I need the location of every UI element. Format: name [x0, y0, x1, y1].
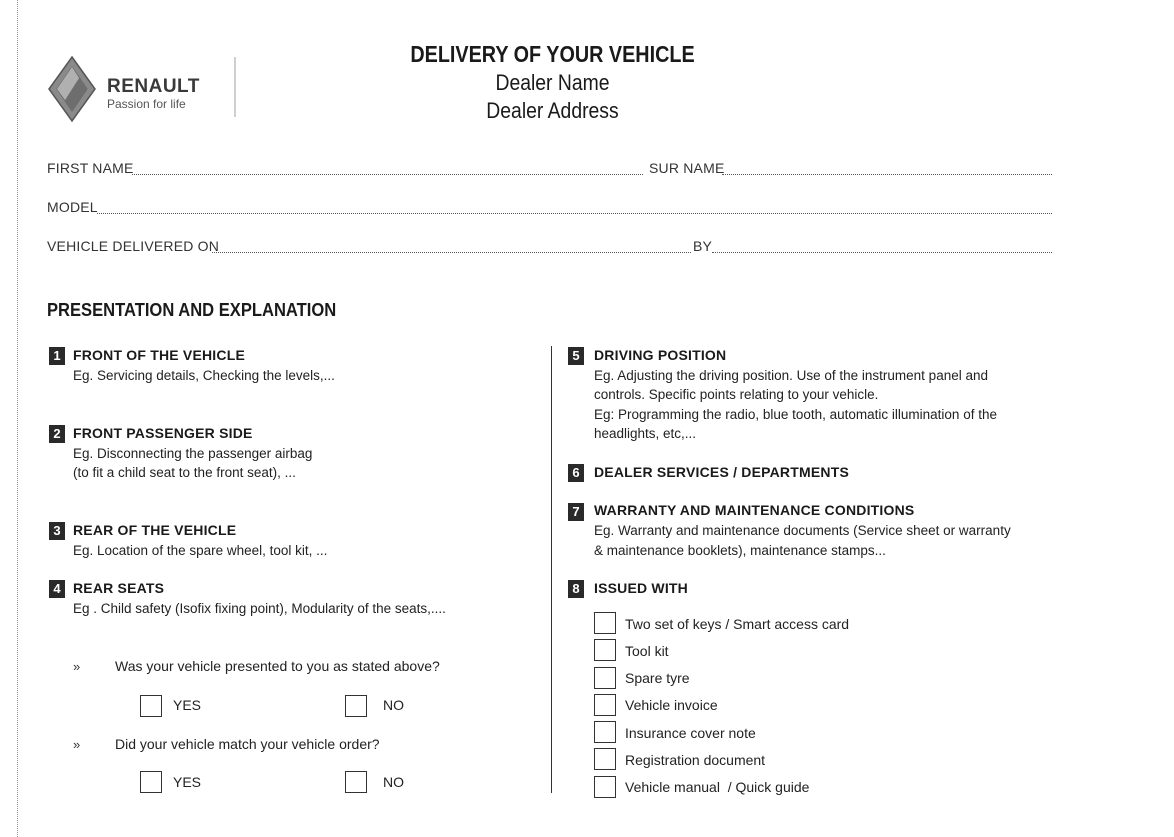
brand-name: RENAULT [107, 76, 200, 97]
checklist-label: Tool kit [625, 643, 669, 659]
model-label: MODEL [47, 199, 98, 215]
item-title: WARRANTY AND MAINTENANCE CONDITIONS [594, 502, 915, 518]
checklist-label: Insurance cover note [625, 725, 756, 741]
no-checkbox[interactable] [345, 695, 367, 717]
item-number: 8 [568, 580, 584, 598]
question-text: Was your vehicle presented to you as stated above? [115, 658, 440, 674]
checklist-checkbox[interactable] [594, 612, 616, 634]
yes-checkbox[interactable] [140, 771, 162, 793]
checklist-label: Spare tyre [625, 670, 690, 686]
item-detail: controls. Specific points relating to your vehicle. [594, 387, 879, 402]
perforation-edge [17, 0, 18, 837]
checklist-checkbox[interactable] [594, 639, 616, 661]
first-name-field[interactable] [132, 160, 643, 175]
item-number: 5 [568, 347, 584, 365]
question-marker: » [73, 737, 81, 752]
item-detail: & maintenance booklets), maintenance stamps... [594, 543, 886, 558]
item-title: ISSUED WITH [594, 580, 688, 596]
yes-label: YES [173, 697, 202, 713]
delivered-by-label: BY [693, 238, 713, 254]
item-number: 4 [49, 580, 65, 598]
dealer-address: Dealer Address [486, 98, 619, 123]
no-checkbox[interactable] [345, 771, 367, 793]
delivered-on-field[interactable] [212, 238, 691, 253]
item-number: 1 [49, 347, 65, 365]
checklist-label: Two set of keys / Smart access card [625, 616, 850, 632]
item-detail: Eg. Adjusting the driving position. Use of the instrument panel and [594, 368, 988, 383]
item-detail: Eg. Servicing details, Checking the levels,... [73, 368, 335, 383]
checklist-label: Registration document [625, 752, 766, 768]
item-number: 2 [49, 425, 65, 443]
yes-label: YES [173, 774, 202, 790]
item-detail: Eg. Warranty and maintenance documents (Service sheet or warranty [594, 523, 1011, 538]
item-detail: (to fit a child seat to the front seat), ... [73, 465, 296, 480]
model-field[interactable] [97, 199, 1052, 214]
item-title: REAR SEATS [73, 580, 165, 596]
no-label: NO [383, 697, 404, 713]
checklist-checkbox[interactable] [594, 667, 616, 689]
item-title: FRONT PASSENGER SIDE [73, 425, 253, 441]
item-detail: Eg. Disconnecting the passenger airbag [73, 446, 313, 461]
checklist-label: Vehicle manual / Quick guide [625, 779, 810, 795]
item-title: REAR OF THE VEHICLE [73, 522, 237, 538]
checklist-checkbox[interactable] [594, 776, 616, 798]
question-text: Did your vehicle match your vehicle order? [115, 736, 380, 752]
first-name-label: FIRST NAME [47, 160, 134, 176]
checklist-checkbox[interactable] [594, 748, 616, 770]
page-title: DELIVERY OF YOUR VEHICLE [410, 41, 695, 67]
surname-label: SUR NAME [649, 160, 725, 176]
item-detail: Eg . Child safety (Isofix fixing point), Modularity of the seats,.... [73, 601, 446, 616]
yes-checkbox[interactable] [140, 695, 162, 717]
item-detail: headlights, etc,... [594, 426, 697, 441]
question-marker: » [73, 659, 81, 674]
item-detail: Eg: Programming the radio, blue tooth, automatic illumination of the [594, 407, 997, 422]
item-detail: Eg. Location of the spare wheel, tool kit, ... [73, 543, 328, 558]
checklist-checkbox[interactable] [594, 694, 616, 716]
surname-field[interactable] [722, 160, 1052, 175]
no-label: NO [383, 774, 404, 790]
item-title: FRONT OF THE VEHICLE [73, 347, 245, 363]
section-title: PRESENTATION AND EXPLANATION [47, 300, 337, 320]
item-number: 3 [49, 522, 65, 540]
checklist-label: Vehicle invoice [625, 697, 718, 713]
logo-divider [234, 57, 236, 117]
item-title: DRIVING POSITION [594, 347, 727, 363]
dealer-name: Dealer Name [495, 70, 610, 95]
column-divider [551, 346, 552, 793]
checklist-checkbox[interactable] [594, 721, 616, 743]
delivered-on-label: VEHICLE DELIVERED ON [47, 238, 220, 254]
delivered-by-field[interactable] [712, 238, 1052, 253]
item-title: DEALER SERVICES / DEPARTMENTS [594, 464, 849, 480]
brand-tagline: Passion for life [107, 97, 186, 111]
item-number: 6 [568, 464, 584, 482]
item-number: 7 [568, 503, 584, 521]
